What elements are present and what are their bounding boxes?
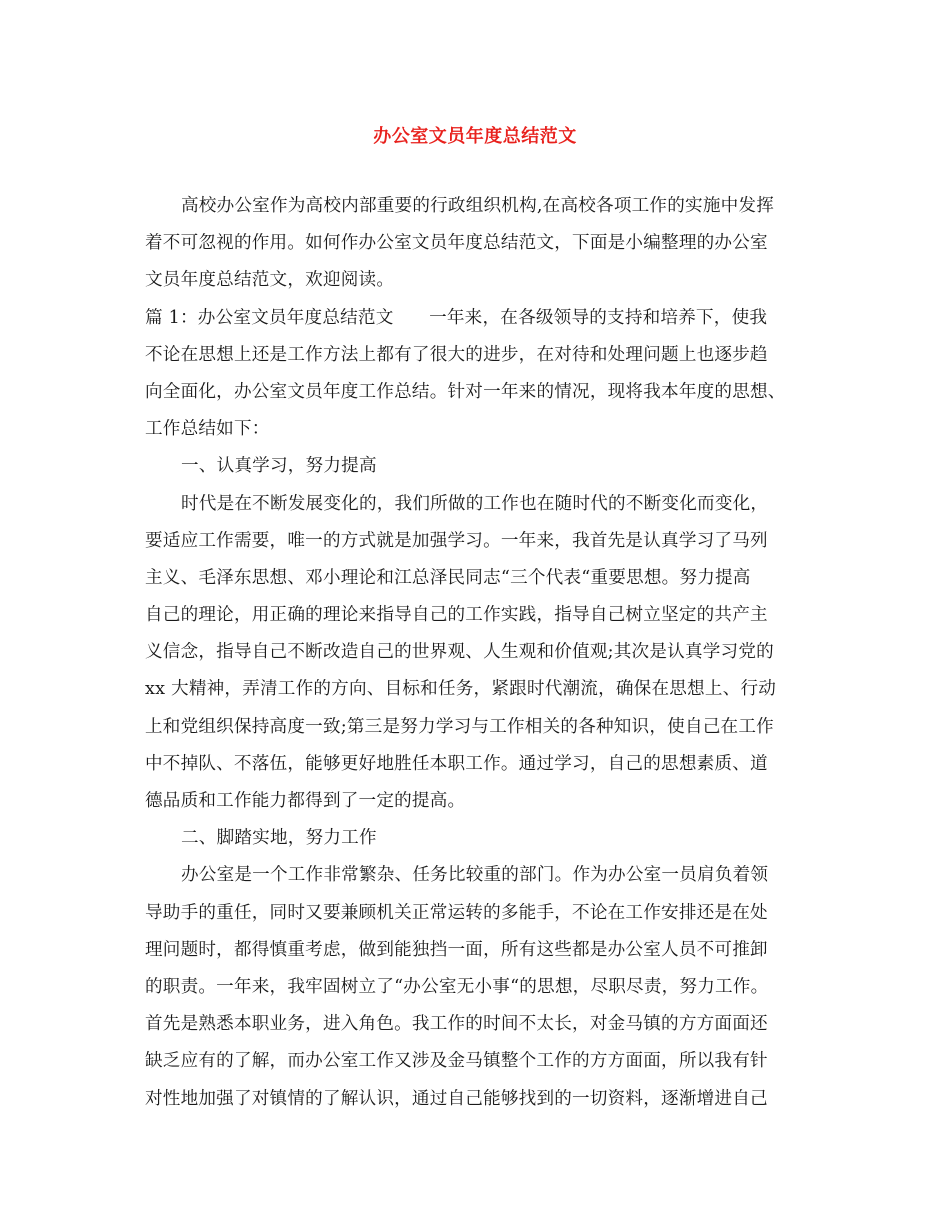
body-line: 的职责。一年来，我牢固树立了“办公室无小事“的思想，尽职尽责，努力工作。: [145, 976, 769, 997]
document-body: [145, 188, 807, 1118]
body-line: 主义、毛泽东思想、邓小理论和江总泽民同志“三个代表“重要思想。努力提高: [145, 567, 751, 588]
body-line: 自己的理论，用正确的理论来指导自己的工作实践，指导自己树立坚定的共产主: [145, 605, 768, 626]
body-line: 缺乏应有的了解，而办公室工作又涉及金马镇整个工作的方方面面，所以我有针: [145, 1051, 768, 1072]
body-line: 理问题时，都得慎重考虑，做到能独挡一面，所有这些都是办公室人员不可推卸: [145, 939, 768, 960]
body-line: 工作总结如下：: [145, 419, 270, 440]
body-line: 文员年度总结范文，欢迎阅读。: [145, 270, 395, 291]
body-line: 二、脚踏实地，努力工作: [181, 828, 377, 849]
body-line: 中不掉队、不落伍，能够更好地胜任本职工作。通过学习，自己的思想素质、道: [145, 753, 768, 774]
body-line: 首先是熟悉本职业务，进入角色。我工作的时间不太长，对金马镇的方方面面还: [145, 1014, 768, 1035]
body-line: 不论在思想上还是工作方法上都有了很大的进步，在对待和处理问题上也逐步趋: [145, 344, 768, 365]
body-line: 向全面化，办公室文员年度工作总结。针对一年来的情况，现将我本年度的思想、: [145, 381, 786, 402]
body-line: 一、认真学习，努力提高: [181, 456, 377, 477]
body-line: 时代是在不断发展变化的，我们所做的工作也在随时代的不断变化而变化，: [181, 493, 769, 514]
body-line: 高校办公室作为高校内部重要的行政组织机构,在高校各项工作的实施中发挥: [181, 196, 774, 216]
body-line: 义信念，指导自己不断改造自己的世界观、人生观和价值观;其次是认真学习党的: [145, 642, 774, 663]
body-line: 办公室是一个工作非常繁杂、任务比较重的部门。作为办公室一员肩负着领: [181, 865, 769, 886]
body-line: 篇 1：办公室文员年度总结范文 一年来，在各级领导的支持和培养下，使我: [145, 307, 768, 328]
body-line: xx 大精神，弄清工作的方向、目标和任务，紧跟时代潮流，确保在思想上、行动: [145, 679, 777, 700]
body-line: 导助手的重任，同时又要兼顾机关正常运转的多能手，不论在工作安排还是在处: [145, 902, 768, 923]
body-line: 要适应工作需要，唯一的方式就是加强学习。一年来，我首先是认真学习了马列: [145, 530, 768, 551]
body-line: 着不可忽视的作用。如何作办公室文员年度总结范文，下面是小编整理的办公室: [145, 233, 768, 254]
body-line: 上和党组织保持高度一致;第三是努力学习与工作相关的各种知识，使自己在工作: [145, 716, 774, 737]
body-line: 德品质和工作能力都得到了一定的提高。: [145, 791, 466, 811]
document-title: 办公室文员年度总结范文: [373, 126, 577, 147]
body-line: 对性地加强了对镇情的了解认识，通过自己能够找到的一切资料，逐渐增进自己: [145, 1088, 768, 1109]
